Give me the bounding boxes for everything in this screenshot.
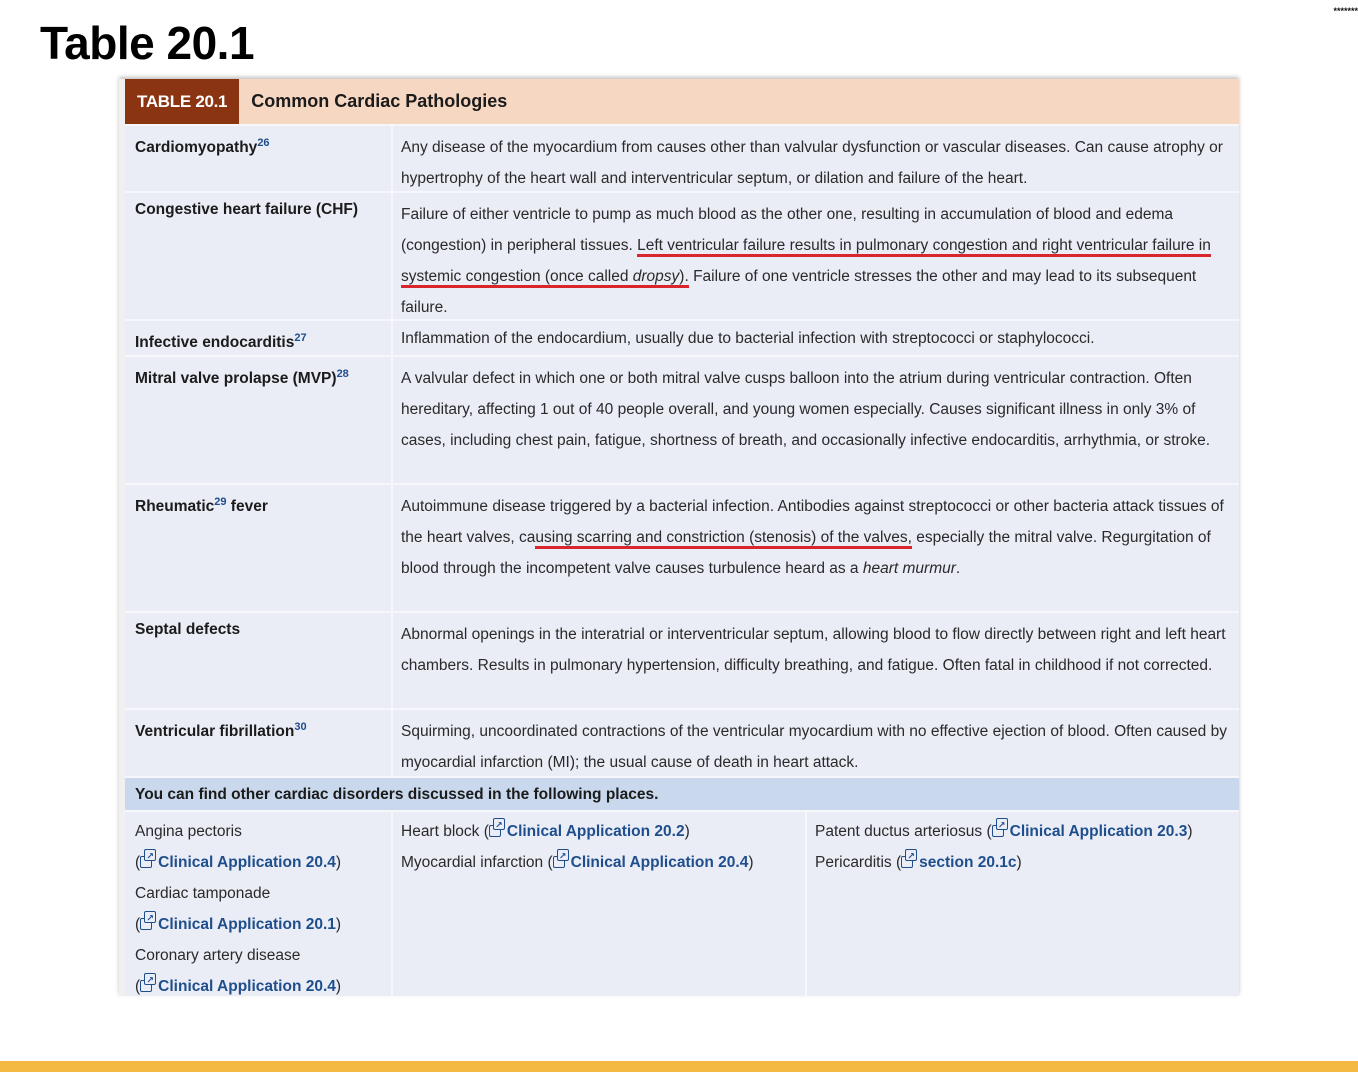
external-link-icon xyxy=(140,853,155,868)
description-text: especially the mitral valve. Regurgitation of blood through the incompetent valve causes turbulence heard as a xyxy=(401,529,1211,577)
term-label: Rheumatic xyxy=(135,498,215,515)
description-cell: Abnormal openings in the interatrial or interventricular septum, allowing blood to flow directly between right and left heart chambers. Results in pulmonary hypertension, difficulty breathing, and fatigue. Often fatal in childhood if not corrected. xyxy=(401,626,1226,674)
footnote-ref[interactable]: 26 xyxy=(257,137,270,149)
reference-item: Patent ductus arteriosus ( ↗ Clinical Application 20.3) xyxy=(815,816,1229,847)
term-label: Infective endocarditis xyxy=(135,334,295,351)
term-label: Ventricular fibrillation xyxy=(135,723,295,740)
external-link-icon xyxy=(140,977,155,992)
term-cell xyxy=(125,485,393,611)
underlined-text: ). xyxy=(679,268,689,285)
clinical-application-link[interactable]: Clinical Application 20.4 xyxy=(158,854,336,871)
clinical-application-link[interactable]: Clinical Application 20.4 xyxy=(158,978,336,995)
disorder-label: Patent ductus arteriosus xyxy=(815,823,983,840)
external-link-icon xyxy=(489,822,504,837)
table-row xyxy=(125,355,1239,483)
external-link-icon xyxy=(140,915,155,930)
table-row xyxy=(125,191,1239,319)
footnote-ref[interactable]: 28 xyxy=(336,368,349,380)
description-text: Failure of either ventricle to pump as much blood as the other one, resulting in accumulation of blood and edema (congestion) in peripheral tissues. xyxy=(401,206,1174,254)
description-cell: Squirming, uncoordinated contractions of the ventricular myocardium with no effective ejection of blood. Often caused by myocardial infarction (MI); the usual cause of death in heart attack. xyxy=(401,723,1227,771)
italic-term: heart murmur xyxy=(862,560,956,577)
description-text: . xyxy=(955,560,961,577)
table-row xyxy=(125,483,1239,611)
description-cell: Inflammation of the endocardium, usually due to bacterial infection with streptococci or staphylococci. xyxy=(401,330,1095,347)
term-label: Septal defects xyxy=(135,621,241,638)
description-cell xyxy=(393,193,1239,319)
table-body xyxy=(119,124,1239,996)
term-label: Mitral valve prolapse (MVP) xyxy=(135,370,337,387)
external-link-icon xyxy=(553,853,568,868)
description-cell xyxy=(393,485,1239,611)
pathologies-table xyxy=(119,79,1239,996)
reference-item: Heart block ( ↗ Clinical Application 20.2) xyxy=(401,816,795,847)
footnote-ref[interactable]: 30 xyxy=(294,721,307,733)
term-label: Cardiomyopathy xyxy=(135,139,258,156)
disorder-label: Cardiac tamponade xyxy=(135,885,271,902)
term-label: fever xyxy=(226,498,268,515)
related-disorders-note: You can find other cardiac disorders discussed in the following places. xyxy=(125,776,1239,810)
reference-column xyxy=(125,812,393,996)
footnote-ref[interactable]: 27 xyxy=(294,332,307,344)
description-cell: Any disease of the myocardium from causes other than valvular dysfunction or vascular diseases. Can cause atrophy or hypertrophy of the heart wall and interventricular septum, or dilation and failure of the heart. xyxy=(401,139,1223,187)
reference-item xyxy=(135,940,381,971)
description-text: Autoimmune disease triggered by a bacterial infection. Antibodies against streptococci or other bacteria attack tissues of the heart valves, ca xyxy=(401,498,1224,546)
term-cell xyxy=(125,321,393,355)
table-row xyxy=(125,611,1239,708)
reference-column xyxy=(393,812,807,996)
reference-item: Myocardial infarction ( ↗ Clinical Application 20.4) xyxy=(401,847,795,878)
term-cell xyxy=(125,710,393,776)
table-row xyxy=(125,708,1239,776)
reference-item xyxy=(135,878,381,909)
reference-item: ( ↗ Clinical Application 20.1) xyxy=(135,909,381,940)
term-cell xyxy=(125,193,393,319)
term-cell xyxy=(125,126,393,191)
slide-title: Table 20.1 xyxy=(40,17,255,69)
section-link[interactable]: section 20.1c xyxy=(919,854,1017,871)
table-title: Common Cardiac Pathologies xyxy=(251,91,508,111)
reference-item xyxy=(135,816,381,847)
external-link-icon xyxy=(901,853,916,868)
term-cell xyxy=(125,357,393,483)
table-row xyxy=(125,124,1239,191)
table-badge: TABLE 20.1 xyxy=(125,79,239,124)
term-cell xyxy=(125,613,393,708)
disorder-label: Heart block xyxy=(401,823,480,840)
external-link-icon xyxy=(992,822,1007,837)
footnote-ref[interactable]: 29 xyxy=(214,496,227,508)
description-text: Failure of one ventricle stresses the other and may lead to its subsequent failure. xyxy=(401,268,1197,316)
term-label: Congestive heart failure (CHF) xyxy=(135,201,359,218)
disorder-label: Myocardial infarction xyxy=(401,854,544,871)
clinical-application-link[interactable]: Clinical Application 20.4 xyxy=(570,854,749,871)
reference-item: ( ↗ Clinical Application 20.4) xyxy=(135,847,381,878)
underlined-text: Left ventricular failure results in pulmonary congestion and right ventricular failure in systemic congestion (once called xyxy=(401,237,1211,285)
description-cell: A valvular defect in which one or both mitral valve cusps balloon into the atrium during ventricular contraction. Often hereditary, affecting 1 out of 40 people overall, and young women especially. Causes significant illness in only 3% of cases, including chest pain, fatigue, shortness of breath, and occasionally infective endocarditis, arrhythmia, or stroke. xyxy=(401,370,1211,449)
annotation-underline: using scarring and constriction (stenosis) of the valves, xyxy=(535,529,911,549)
disorder-label: Angina pectoris xyxy=(135,823,242,840)
related-disorders-list xyxy=(125,810,1239,996)
table-row xyxy=(125,319,1239,355)
reference-column xyxy=(807,812,1239,996)
disorder-label: Coronary artery disease xyxy=(135,947,301,964)
clinical-application-link[interactable]: Clinical Application 20.2 xyxy=(506,823,685,840)
footer-accent-bar xyxy=(0,1061,1358,1072)
reference-item: ( ↗ Clinical Application 20.4) xyxy=(135,971,381,1002)
disorder-label: Pericarditis xyxy=(815,854,892,871)
table-header xyxy=(119,79,1239,124)
reference-item: Pericarditis ( ↗ section 20.1c) xyxy=(815,847,1229,878)
clinical-application-link[interactable]: Clinical Application 20.1 xyxy=(158,916,336,933)
corner-mark: ******* xyxy=(1333,6,1358,16)
italic-term: dropsy xyxy=(632,268,680,285)
clinical-application-link[interactable]: Clinical Application 20.3 xyxy=(1009,823,1188,840)
